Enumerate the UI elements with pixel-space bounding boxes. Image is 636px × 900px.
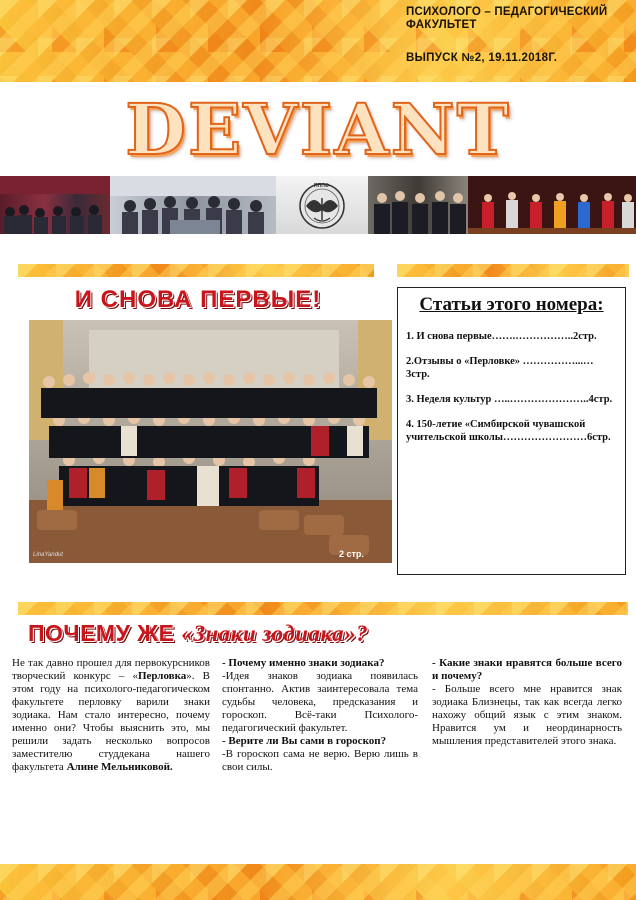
answer: -Идея знаков зодиака появилась спонтанно. Актив заинтересовала тема судьбы человека, предсказания и гороскоп. Всё-таки Психолого-педагогический факультет. bbox=[222, 670, 418, 734]
article-column-3 bbox=[432, 657, 622, 748]
group-photo bbox=[29, 320, 392, 563]
decorative-stripe bbox=[18, 264, 374, 277]
article-headline: И СНОВА ПЕРВЫЕ! bbox=[74, 286, 322, 313]
column-paragraph bbox=[12, 657, 210, 774]
question-text: - Какие знаки нравятся больше всего и почему? bbox=[432, 657, 622, 682]
toc-title: Статьи этого номера: bbox=[419, 294, 604, 315]
strip-photo-group bbox=[368, 176, 468, 234]
headline-part-1: ПОЧЕМУ ЖЕ bbox=[28, 620, 182, 646]
stage-crowd-image bbox=[0, 176, 110, 234]
strip-photo-stage bbox=[0, 176, 110, 234]
article-column-1 bbox=[12, 657, 210, 774]
text-span: ». В этом году на психолого-педагогическом факультете перловку варили знаки зодиака. Нам стало интересно, почему именно они? Чтобы выяснить это, мы решили задать несколько вопросов заместителю студдекана нашего факультета bbox=[12, 670, 210, 773]
question-text: - Верите ли Вы сами в гороскоп? bbox=[222, 735, 387, 747]
group-image bbox=[368, 176, 468, 234]
photo-strip bbox=[0, 176, 636, 234]
photo-credit: LinaYandut bbox=[33, 552, 63, 558]
photo-page-ref: 2 стр. bbox=[339, 549, 364, 559]
article-column-2 bbox=[222, 657, 418, 774]
strip-photo-circle bbox=[110, 176, 276, 234]
faculty-name: ПСИХОЛОГО – ПЕДАГОГИЧЕСКИЙ ФАКУЛЬТЕТ bbox=[406, 6, 608, 31]
table-of-contents bbox=[397, 287, 626, 575]
circle-crowd-image bbox=[110, 176, 276, 234]
toc-item: 2.Отзывы о «Перловке» ……………...…3стр. bbox=[406, 356, 594, 380]
question bbox=[222, 735, 418, 748]
strip-photo-performance bbox=[468, 176, 636, 234]
decorative-stripe bbox=[18, 602, 628, 615]
question bbox=[222, 657, 418, 670]
text-span: Не так давно прошел для первокурсников творческий конкурс – « bbox=[12, 657, 210, 682]
toc-item: 1. И снова первые…….……………..2стр. bbox=[406, 331, 597, 342]
performance-image bbox=[468, 176, 636, 234]
headline-part-2: «Знаки зодиака»? bbox=[181, 621, 369, 646]
question bbox=[432, 657, 622, 683]
question-text: - Почему именно знаки зодиака? bbox=[222, 657, 385, 669]
contest-name: Перловка bbox=[137, 670, 187, 682]
emblem-label: ПППФ bbox=[314, 183, 330, 189]
answer: -В гороскоп сама не верю. Верю лишь в свои силы. bbox=[222, 748, 418, 773]
answer: - Больше всего мне нравится знак зодиака Близнецы, так как всегда легко нахожу общий язык с этим знаком. Нравится ум и неординарность мышления представителей этого знака. bbox=[432, 683, 622, 747]
newspaper-title: DEVIANT bbox=[125, 88, 511, 171]
footer-banner bbox=[0, 864, 636, 900]
faculty-emblem bbox=[276, 176, 368, 234]
interviewee-name: Алине Мельниковой. bbox=[66, 761, 173, 773]
group-photo-image bbox=[29, 320, 392, 563]
article-headline-zodiac bbox=[28, 620, 368, 647]
decorative-stripe bbox=[397, 264, 629, 277]
toc-item: 3. Неделя культур …..…………………..4стр. bbox=[406, 394, 613, 405]
toc-item: 4. 150-летие «Симбирской чувашской учительской школы……………………6стр. bbox=[406, 419, 611, 443]
issue-number: ВЫПУСК №2, 19.11.2018Г. bbox=[406, 52, 558, 64]
